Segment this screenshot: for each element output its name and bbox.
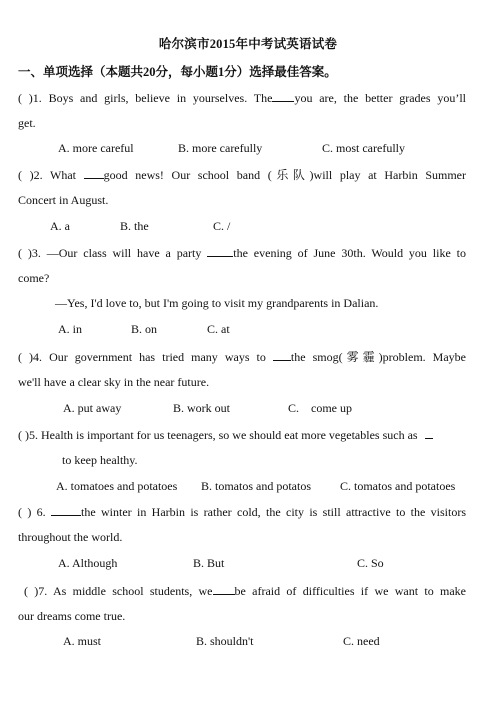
q1-option-c[interactable]: C. most carefully: [322, 141, 405, 155]
q1-option-a[interactable]: A. more careful: [58, 141, 134, 155]
q6-blank[interactable]: [51, 504, 81, 516]
q4-text-a: Our government has tried many ways to: [49, 350, 266, 364]
q7-option-c[interactable]: C. need: [343, 634, 380, 648]
q6-continuation: throughout the world.: [18, 530, 123, 544]
q6-option-c[interactable]: C. So: [357, 556, 384, 570]
q7-text-b: be afraid of difficulties if we want to make: [234, 584, 466, 598]
q3-reply: —Yes, I'd love to, but I'm going to visit my grandparents in Dalian.: [55, 296, 379, 310]
q7-blank[interactable]: [213, 583, 235, 595]
q3-option-c[interactable]: C. at: [207, 322, 230, 336]
question-4: [18, 349, 466, 364]
q7-option-a[interactable]: A. must: [63, 634, 102, 648]
q4-blank[interactable]: [273, 349, 291, 361]
q3-continuation: come?: [18, 271, 50, 285]
q3-option-b[interactable]: B. on: [131, 322, 158, 336]
q3-text-a: —Our class will have a party: [46, 246, 202, 260]
q4-option-a[interactable]: A. put away: [63, 401, 122, 415]
q1-text-b: you are, the better grades you’ll: [294, 91, 467, 105]
question-1: [18, 90, 466, 105]
q6-option-a[interactable]: A. Although: [58, 556, 118, 570]
q2-option-a[interactable]: A. a: [50, 219, 70, 233]
q2-text-b: good news! Our school band (乐队)will play at Harbin Summer: [103, 168, 466, 182]
q4-text-b: the smog(雾霾)problem. Maybe: [290, 350, 466, 364]
q2-option-b[interactable]: B. the: [120, 219, 149, 233]
question-5: [18, 427, 466, 442]
q7-option-b[interactable]: B. shouldn't: [196, 634, 254, 648]
q6-text-b: the winter in Harbin is rather cold, the city is still attractive to the visitors: [81, 505, 466, 519]
q6-option-b[interactable]: B. But: [193, 556, 225, 570]
q5-text-a: Health is important for us teenagers, so we should eat more vegetables such as: [41, 428, 418, 442]
q1-option-b[interactable]: B. more carefully: [178, 141, 263, 155]
q3-option-a[interactable]: A. in: [58, 322, 82, 336]
question-7: [24, 583, 466, 598]
q2-continuation: Concert in August.: [18, 193, 109, 207]
q5-option-b[interactable]: B. tomatos and potatos: [201, 479, 311, 493]
q5-option-a[interactable]: A. tomatoes and potatoes: [56, 479, 178, 493]
question-6: [18, 504, 466, 519]
q1-number: ( )1.: [18, 91, 42, 105]
exam-title: 哈尔滨市2015年中考试英语试卷: [158, 37, 338, 51]
q3-number: ( )3.: [18, 246, 41, 260]
q7-number: ( )7.: [24, 584, 48, 598]
q4-continuation: we'll have a clear sky in the near future.: [18, 375, 210, 389]
q1-continuation: get.: [18, 116, 36, 130]
q4-option-c[interactable]: C. come up: [288, 401, 352, 415]
q4-number: ( )4.: [18, 350, 43, 364]
q5-blank[interactable]: [425, 427, 433, 439]
q3-text-b: the evening of June 30th. Would you like to: [233, 246, 467, 260]
q2-text-a: What: [50, 168, 77, 182]
question-3: [18, 245, 466, 260]
q7-continuation: our dreams come true.: [18, 609, 126, 623]
q5-option-c[interactable]: C. tomatos and potatoes: [340, 479, 456, 493]
question-2: [18, 167, 466, 182]
q7-text-a: As middle school students, we: [52, 584, 213, 598]
q4-option-b[interactable]: B. work out: [173, 401, 230, 415]
q1-text-a: Boys and girls, believe in yourselves. The: [48, 91, 273, 105]
q2-blank[interactable]: [84, 167, 104, 179]
q6-number: ( ) 6.: [18, 505, 46, 519]
q5-continuation: to keep healthy.: [62, 453, 138, 467]
q5-number: ( )5.: [18, 428, 38, 442]
q1-blank[interactable]: [272, 90, 294, 102]
section-heading: 一、单项选择（本题共20分，每小题1分）选择最佳答案。: [18, 65, 337, 79]
q2-option-c[interactable]: C. /: [213, 219, 231, 233]
q3-blank[interactable]: [207, 245, 233, 257]
q2-number: ( )2.: [18, 168, 43, 182]
